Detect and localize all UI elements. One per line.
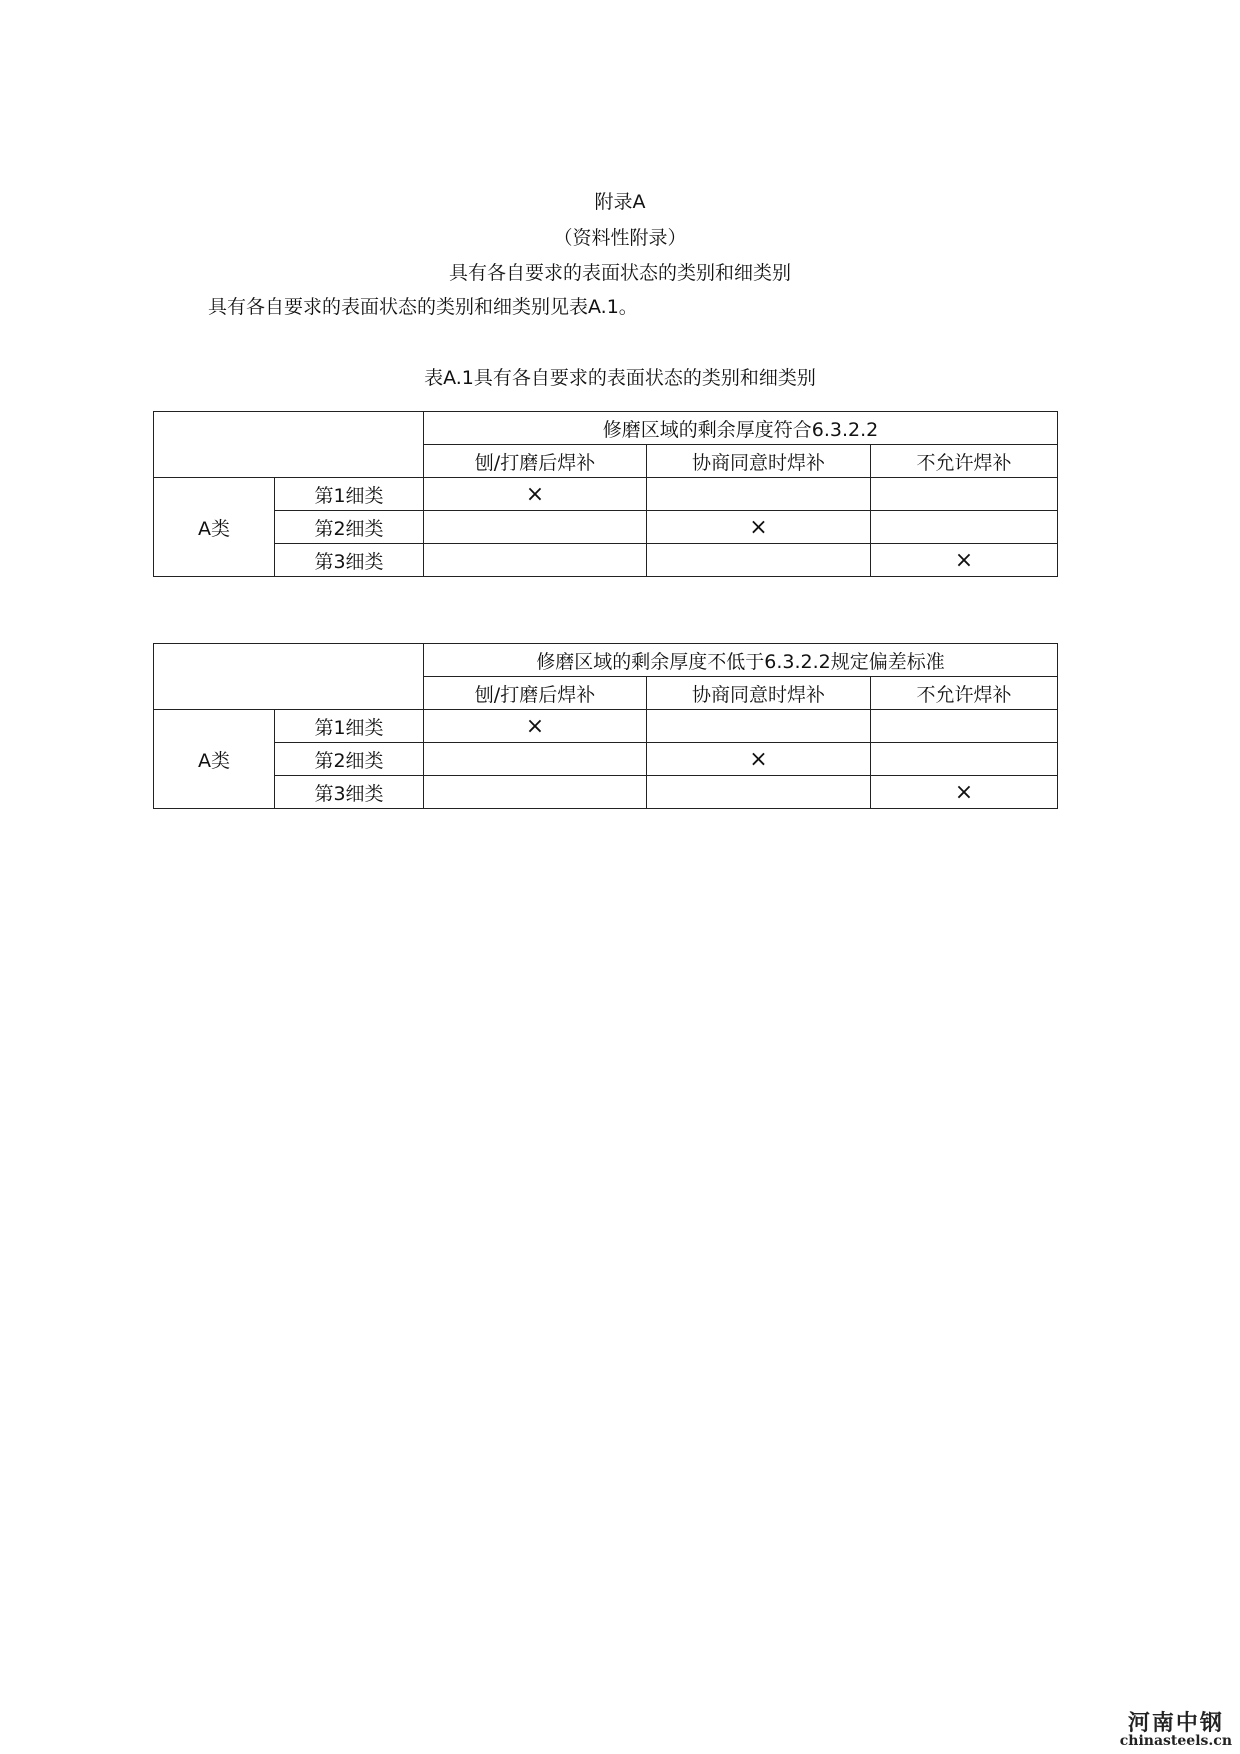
- table-cell: [871, 511, 1058, 544]
- table-cell: [424, 544, 647, 577]
- table-cell: [424, 743, 647, 776]
- corner-cell: [154, 412, 424, 478]
- table-cell: ×: [424, 478, 647, 511]
- table-row: [154, 511, 1058, 544]
- surface-category-table-1: [153, 411, 1058, 577]
- table-cell: ×: [647, 511, 871, 544]
- appendix-title: 附录A: [594, 191, 646, 213]
- table-caption: 表A.1具有各自要求的表面状态的类别和细类别: [424, 367, 816, 389]
- column-header: 协商同意时焊补: [647, 445, 871, 478]
- site-watermark: [1120, 1712, 1232, 1748]
- table-cell: [647, 544, 871, 577]
- subcategory-label: 第2细类: [275, 743, 424, 776]
- header-group-cell: 修磨区域的剩余厚度不低于6.3.2.2规定偏差标准: [424, 644, 1058, 677]
- table-cell: [424, 776, 647, 809]
- subcategory-label: 第3细类: [275, 776, 424, 809]
- subcategory-label: 第1细类: [275, 478, 424, 511]
- table-cell: ×: [871, 544, 1058, 577]
- category-cell: A类: [154, 478, 275, 577]
- category-cell: A类: [154, 710, 275, 809]
- table-row: [154, 710, 1058, 743]
- table-cell: [424, 511, 647, 544]
- subcategory-label: 第2细类: [275, 511, 424, 544]
- table-cell: ×: [871, 776, 1058, 809]
- column-header: 协商同意时焊补: [647, 677, 871, 710]
- watermark-en-text: chinasteels.cn: [1119, 1733, 1232, 1749]
- table-row: [154, 544, 1058, 577]
- table-row: [154, 743, 1058, 776]
- table-cell: [647, 478, 871, 511]
- column-header: 刨/打磨后焊补: [424, 445, 647, 478]
- subcategory-label: 第1细类: [275, 710, 424, 743]
- appendix-type: （资料性附录）: [553, 227, 687, 249]
- table-cell: [871, 743, 1058, 776]
- surface-category-table-2: [153, 643, 1058, 809]
- column-header: 不允许焊补: [871, 677, 1058, 710]
- appendix-heading: 具有各自要求的表面状态的类别和细类别: [448, 262, 791, 284]
- table-cell: [647, 710, 871, 743]
- table-cell: ×: [424, 710, 647, 743]
- column-header: 不允许焊补: [871, 445, 1058, 478]
- table-cell: [647, 776, 871, 809]
- table-cell: [871, 710, 1058, 743]
- table-cell: ×: [647, 743, 871, 776]
- subcategory-label: 第3细类: [275, 544, 424, 577]
- corner-cell: [154, 644, 424, 710]
- table-row: [154, 478, 1058, 511]
- column-header: 刨/打磨后焊补: [424, 677, 647, 710]
- intro-paragraph: 具有各自要求的表面状态的类别和细类别见表A.1。: [208, 296, 638, 318]
- header-group-cell: 修磨区域的剩余厚度符合6.3.2.2: [424, 412, 1058, 445]
- watermark-cn-text: 河南中钢: [1127, 1710, 1224, 1736]
- table-row: [154, 776, 1058, 809]
- table-cell: [871, 478, 1058, 511]
